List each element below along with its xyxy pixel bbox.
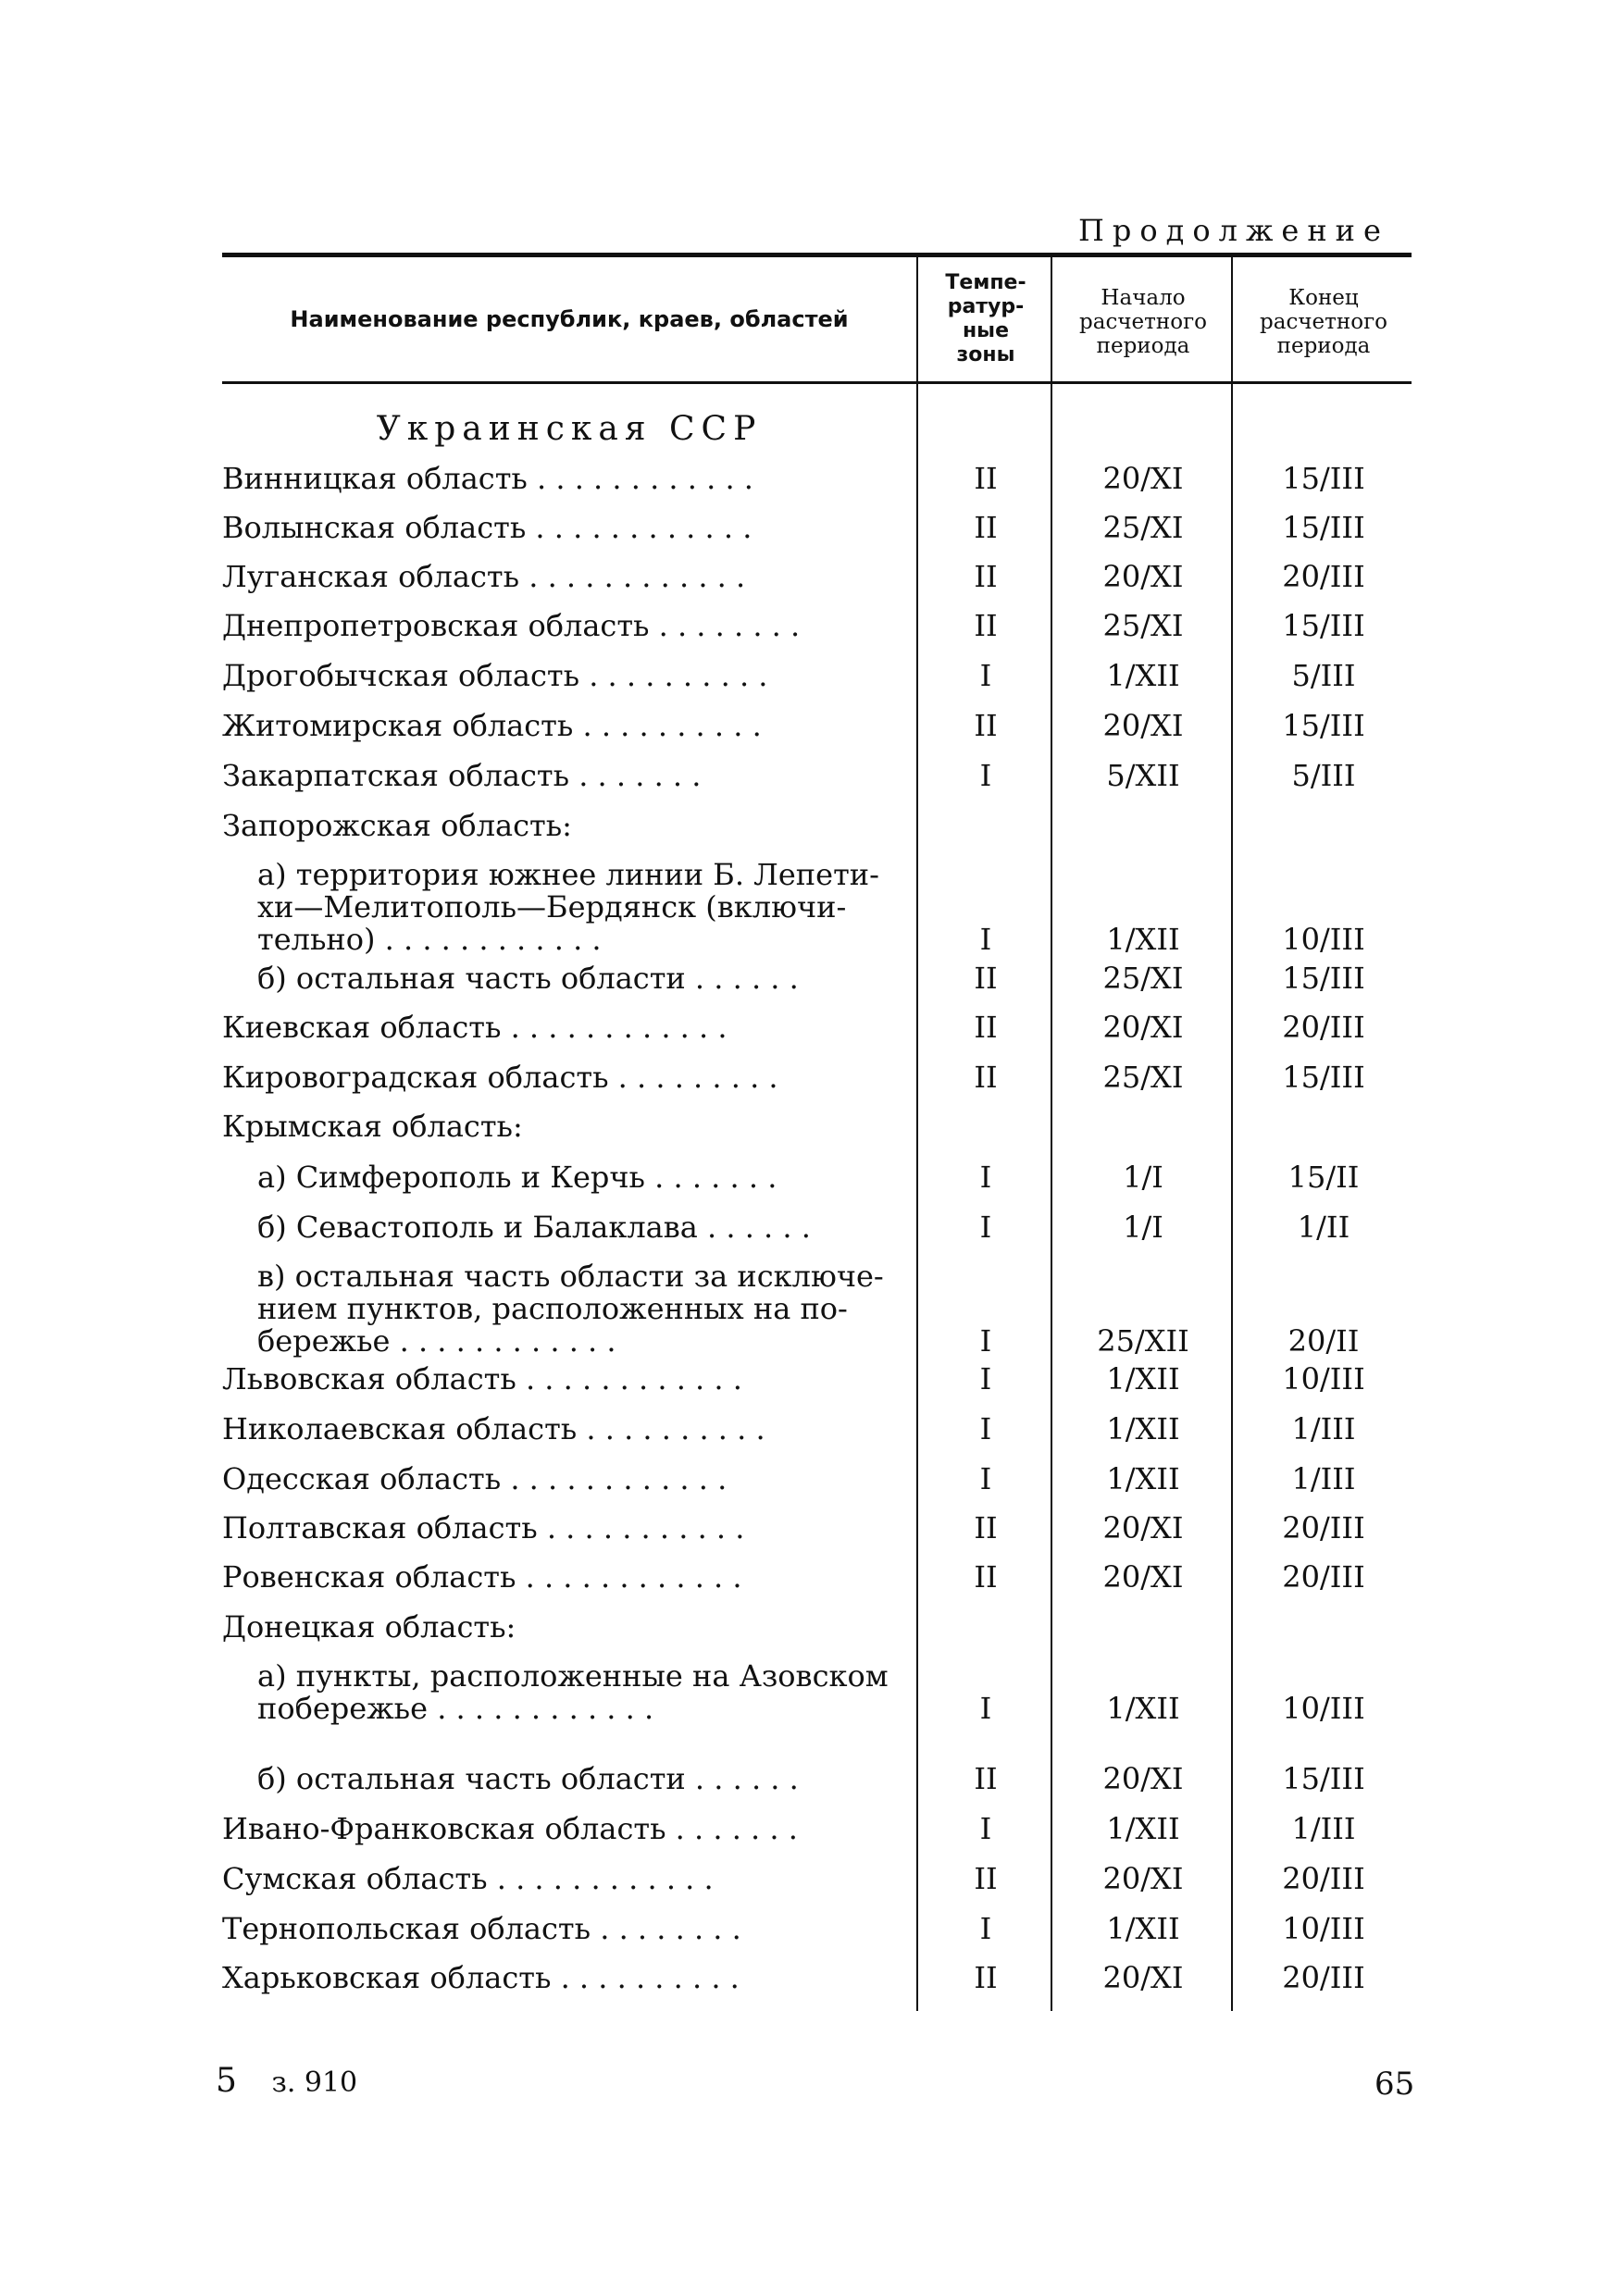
temperature-zone: I (979, 758, 992, 793)
region-name (257, 1660, 912, 1725)
region-name-line: Тернопольская область . . . . . . . . (222, 1913, 741, 1945)
region-name-line: б) остальная часть области . . . . . . (257, 1763, 799, 1795)
table-row (222, 1260, 1412, 1358)
temperature-zone: II (974, 1960, 998, 1995)
temperature-zone: II (974, 510, 998, 545)
region-name (222, 1011, 912, 1044)
region-name (222, 1813, 912, 1845)
period-end: 15/III (1282, 708, 1365, 743)
table-row (222, 1611, 1412, 1644)
header-zone: Темпе- ратур- ные зоны (945, 271, 1026, 366)
temperature-zone: II (974, 1861, 998, 1896)
region-name-line: б) Севастополь и Балаклава . . . . . . (257, 1211, 811, 1244)
table-row (222, 1561, 1412, 1594)
region-name-line: хи—Мелитополь—Бердянск (включи- (257, 889, 847, 925)
period-start: 1/XII (1106, 1811, 1180, 1846)
period-start: 1/XII (1106, 658, 1180, 693)
period-start: 20/XI (1102, 1510, 1184, 1545)
region-name-line: Киевская область . . . . . . . . . . . . (222, 1011, 728, 1044)
region-name-line: а) пункты, расположенные на Азовском (257, 1660, 889, 1694)
region-name-line: Ивано-Франковская область . . . . . . . (222, 1813, 798, 1845)
table-row (222, 1161, 1412, 1194)
period-start: 5/XII (1106, 758, 1180, 793)
temperature-zone: I (979, 1461, 992, 1496)
period-end: 20/II (1287, 1323, 1360, 1359)
table-row (222, 810, 1412, 842)
region-name-line: Одесская область . . . . . . . . . . . . (222, 1463, 728, 1496)
table-row (222, 1463, 1412, 1496)
region-name (257, 1763, 912, 1795)
temperature-zone: I (979, 1811, 992, 1846)
period-start: 1/XII (1106, 1691, 1180, 1726)
footer-printing-mark (216, 2062, 357, 2100)
header-name: Наименование республик, краев, областей (290, 305, 849, 332)
table-row (222, 610, 1412, 642)
period-start: 1/XII (1106, 1911, 1180, 1946)
period-end: 20/III (1282, 1861, 1365, 1896)
table-row (222, 1011, 1412, 1044)
temperature-zone: II (974, 608, 998, 643)
temperature-zone: I (979, 1160, 992, 1195)
period-start: 25/XI (1102, 608, 1184, 643)
section-title: Украинская ССР (376, 410, 763, 448)
table-row (222, 463, 1412, 495)
table-row (222, 1863, 1412, 1895)
temperature-zone: II (974, 1010, 998, 1045)
region-name-line: Луганская область . . . . . . . . . . . . (222, 561, 746, 593)
temperature-zone: I (979, 1210, 992, 1245)
period-end: 1/III (1291, 1411, 1356, 1446)
header-bottom-rule (222, 381, 1412, 384)
temperature-zone: I (979, 922, 992, 957)
order-number: з. 910 (271, 2066, 358, 2099)
table-row (222, 1211, 1412, 1244)
table-row (222, 859, 1412, 956)
period-end: 15/III (1282, 510, 1365, 545)
period-start: 25/XI (1102, 1060, 1184, 1095)
period-end: 20/III (1282, 1010, 1365, 1045)
temperature-zone: II (974, 1761, 998, 1796)
temperature-zone: II (974, 708, 998, 743)
period-start: 20/XI (1102, 461, 1184, 496)
region-name (222, 512, 912, 544)
period-end: 20/III (1282, 1510, 1365, 1545)
period-end: 15/III (1282, 1761, 1365, 1796)
region-name (222, 1863, 912, 1895)
table-row (222, 1660, 1412, 1725)
period-end: 15/II (1287, 1160, 1360, 1195)
region-name (257, 1260, 912, 1358)
table-row (222, 1763, 1412, 1795)
period-end: 15/III (1282, 1060, 1365, 1095)
signature-number: 5 (216, 2062, 237, 2100)
period-end: 15/III (1282, 461, 1365, 496)
region-name (222, 1611, 912, 1644)
table-row (222, 1913, 1412, 1945)
period-end: 20/III (1282, 1559, 1365, 1595)
region-name-line: побережье . . . . . . . . . . . . (257, 1691, 654, 1725)
region-name (222, 760, 912, 792)
table-row (222, 561, 1412, 593)
period-end: 10/III (1282, 1691, 1365, 1726)
region-name-line: б) остальная часть области . . . . . . (257, 962, 799, 995)
period-start: 20/XI (1102, 1960, 1184, 1995)
region-name (222, 610, 912, 642)
period-end: 10/III (1282, 1361, 1365, 1396)
region-name-line: в) остальная часть области за исключе- (257, 1260, 884, 1294)
region-name (257, 1211, 912, 1244)
temperature-zone: II (974, 461, 998, 496)
period-start: 1/XII (1106, 922, 1180, 957)
region-name-line: бережье . . . . . . . . . . . . (257, 1323, 616, 1358)
region-name-line: а) территория южнее линии Б. Лепети- (257, 859, 879, 892)
region-name (222, 1413, 912, 1446)
temperature-zone: I (979, 1323, 992, 1359)
header-end: Конец расчетного периода (1260, 285, 1387, 358)
table-row (222, 962, 1412, 995)
temperature-zone: II (974, 1060, 998, 1095)
period-start: 20/XI (1102, 559, 1184, 594)
period-end: 1/III (1291, 1461, 1356, 1496)
period-end: 5/III (1291, 658, 1356, 693)
region-name (222, 1061, 912, 1094)
table-row (222, 1061, 1412, 1094)
region-name-line: Закарпатская область . . . . . . . (222, 760, 702, 792)
period-end: 5/III (1291, 758, 1356, 793)
period-start: 1/I (1123, 1160, 1163, 1195)
period-start: 20/XI (1102, 1761, 1184, 1796)
table-top-rule (222, 253, 1412, 257)
period-start: 25/XI (1102, 510, 1184, 545)
period-end: 1/II (1297, 1210, 1350, 1245)
table-row (222, 1813, 1412, 1845)
region-name (222, 1561, 912, 1594)
region-name-line: Кировоградская область . . . . . . . . . (222, 1061, 778, 1094)
page-number: 65 (1374, 2066, 1415, 2103)
header-start: Начало расчетного периода (1079, 285, 1207, 358)
temperature-zone: II (974, 961, 998, 996)
temperature-zone: II (974, 1559, 998, 1595)
region-name (257, 859, 912, 956)
continued-label: Продолжение (1078, 213, 1389, 248)
region-name (257, 962, 912, 995)
period-start: 20/XI (1102, 1010, 1184, 1045)
region-name (222, 1512, 912, 1545)
region-name (222, 1363, 912, 1396)
table-row (222, 660, 1412, 692)
period-end: 10/III (1282, 922, 1365, 957)
region-name (222, 1962, 912, 1994)
region-name-line: Волынская область . . . . . . . . . . . . (222, 512, 753, 544)
table-row (222, 1413, 1412, 1446)
region-name-line: Ровенская область . . . . . . . . . . . . (222, 1561, 742, 1594)
region-name-line: Винницкая область . . . . . . . . . . . . (222, 463, 753, 495)
table-row (222, 760, 1412, 792)
period-start: 25/XI (1102, 961, 1184, 996)
region-name-line: а) Симферополь и Керчь . . . . . . . (257, 1161, 777, 1194)
region-name-line: Житомирская область . . . . . . . . . . (222, 710, 762, 742)
period-start: 1/XII (1106, 1411, 1180, 1446)
period-start: 20/XI (1102, 1559, 1184, 1595)
region-name (222, 1913, 912, 1945)
region-name-line: Сумская область . . . . . . . . . . . . (222, 1863, 714, 1895)
region-name-line: Львовская область . . . . . . . . . . . . (222, 1363, 742, 1396)
period-end: 20/III (1282, 1960, 1365, 1995)
table-row (222, 512, 1412, 544)
period-start: 25/XII (1097, 1323, 1189, 1359)
region-name (222, 463, 912, 495)
region-name-line: Дрогобычская область . . . . . . . . . . (222, 660, 768, 692)
region-name-line: Полтавская область . . . . . . . . . . . (222, 1512, 745, 1545)
region-name (222, 710, 912, 742)
region-name-line: Донецкая область: (222, 1611, 516, 1644)
period-start: 20/XI (1102, 708, 1184, 743)
period-end: 15/III (1282, 961, 1365, 996)
period-end: 10/III (1282, 1911, 1365, 1946)
region-name (222, 1463, 912, 1496)
temperature-zone: II (974, 559, 998, 594)
table-row (222, 1962, 1412, 1994)
table-row (222, 1363, 1412, 1396)
period-end: 15/III (1282, 608, 1365, 643)
region-name-line: Николаевская область . . . . . . . . . . (222, 1413, 765, 1446)
region-name (257, 1161, 912, 1194)
temperature-zone: I (979, 1911, 992, 1946)
period-end: 20/III (1282, 559, 1365, 594)
period-start: 1/XII (1106, 1461, 1180, 1496)
region-name (222, 561, 912, 593)
period-start: 1/I (1123, 1210, 1163, 1245)
region-name (222, 660, 912, 692)
region-name-line: Запорожская область: (222, 810, 572, 842)
period-start: 20/XI (1102, 1861, 1184, 1896)
temperature-zone: I (979, 658, 992, 693)
temperature-zone: I (979, 1361, 992, 1396)
region-name (222, 810, 912, 842)
region-name-line: Крымская область: (222, 1111, 523, 1143)
region-name-line: Харьковская область . . . . . . . . . . (222, 1962, 740, 1994)
temperature-zone: I (979, 1411, 992, 1446)
temperature-zone: I (979, 1691, 992, 1726)
table-row (222, 1512, 1412, 1545)
table-row (222, 1111, 1412, 1143)
temperature-zone: II (974, 1510, 998, 1545)
region-name (222, 1111, 912, 1143)
period-start: 1/XII (1106, 1361, 1180, 1396)
region-name-line: Днепропетровская область . . . . . . . . (222, 610, 801, 642)
table-row (222, 710, 1412, 742)
period-end: 1/III (1291, 1811, 1356, 1846)
region-name-line: тельно) . . . . . . . . . . . . (257, 922, 602, 956)
region-name-line: нием пунктов, расположенных на по- (257, 1291, 848, 1326)
